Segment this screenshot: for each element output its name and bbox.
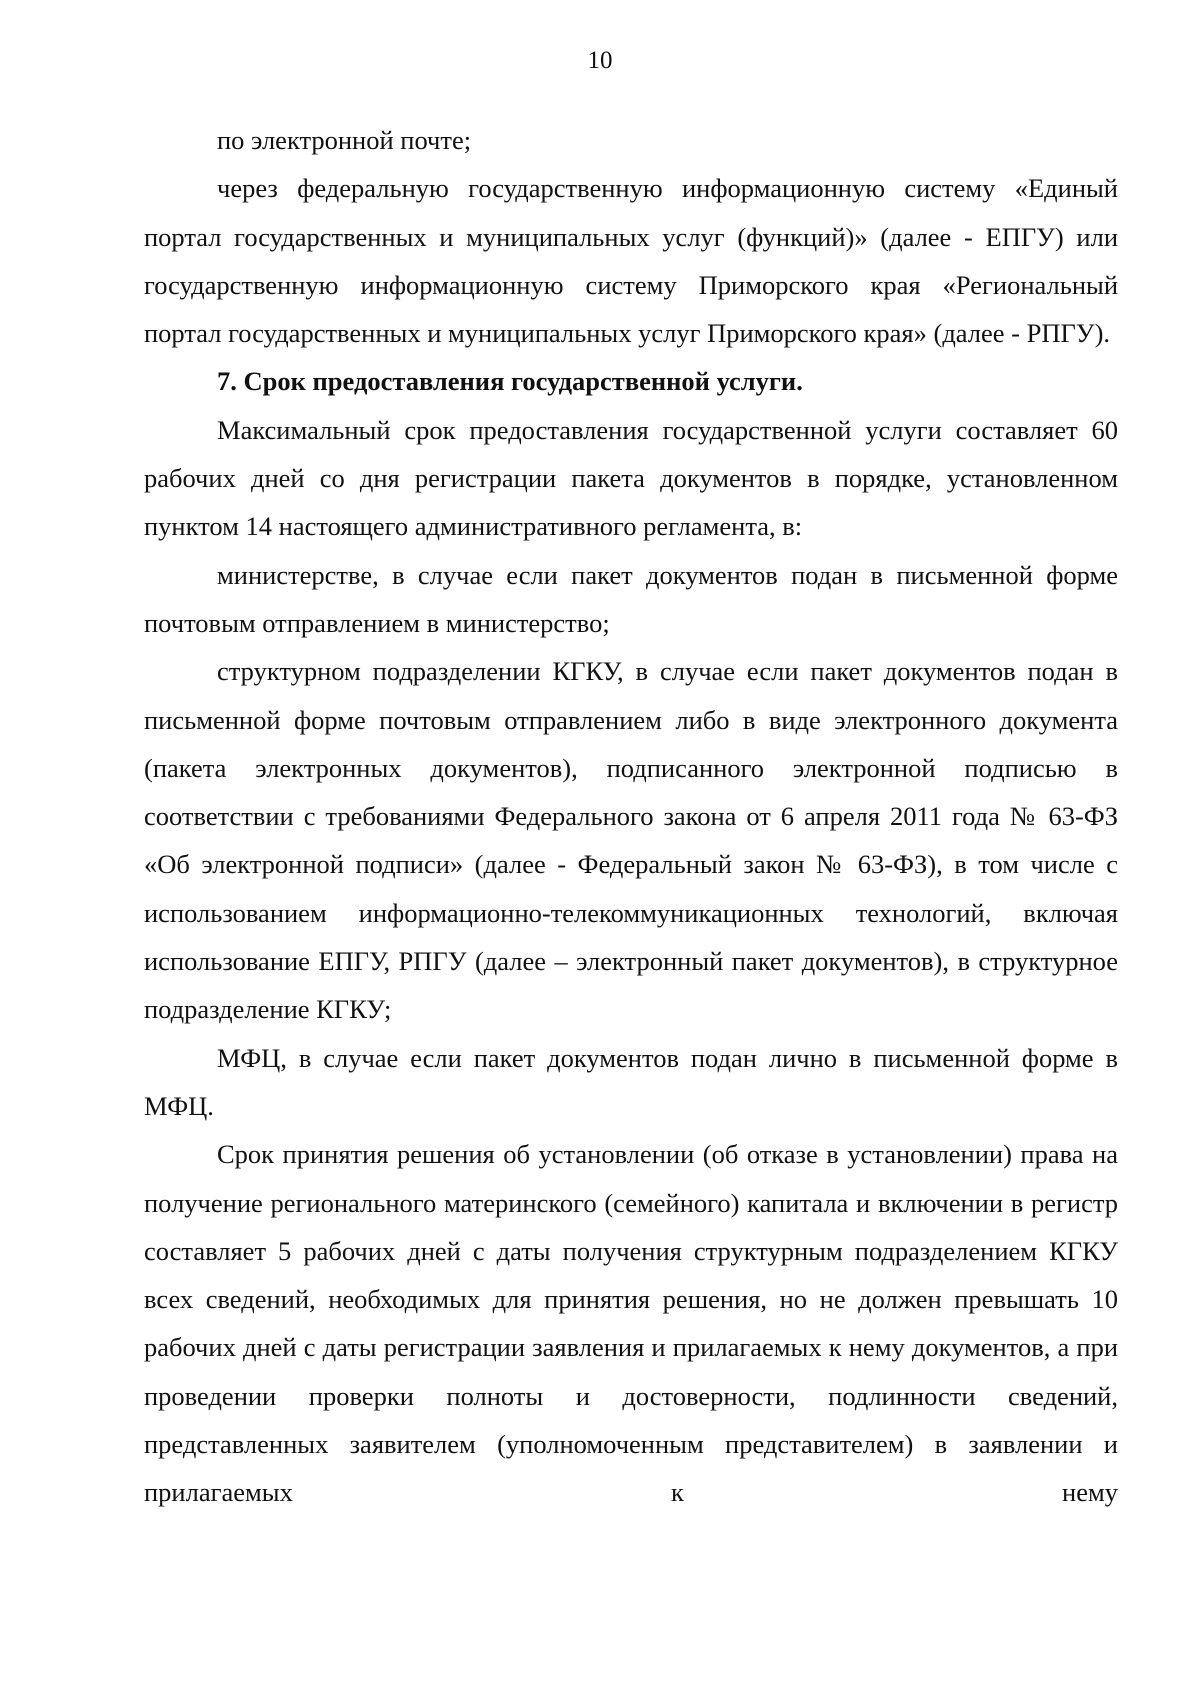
paragraph-ministry: министерстве, в случае если пакет документов подан в письменной форме почтовым отправлением в министерство;	[144, 559, 1118, 638]
paragraph-email: по электронной почте;	[217, 125, 472, 155]
paragraph-mfc: МФЦ, в случае если пакет документов подан лично в письменной форме в МФЦ.	[144, 1042, 1118, 1121]
paragraph-epgu-rpgu: через федеральную государственную информационную систему «Единый портал государственных и муниципальных услуг (функций)» (далее - ЕПГУ) или государственную информационную систему Приморского края «Региональный портал государственных и муниципальных услуг Приморского края» (далее - РПГУ).	[144, 173, 1118, 349]
page-number: 10	[587, 47, 613, 74]
paragraph-max-term: Максимальный срок предоставления государственной услуги составляет 60 рабочих дней со дня регистрации пакета документов в порядке, установленном пунктом 14 настоящего административного регламента, в:	[144, 414, 1118, 542]
paragraph-kgku: структурном подразделении КГКУ, в случае если пакет документов подан в письменной форме почтовым отправлением либо в виде электронного документа (пакета электронных документов), подписанного электронной подписью в соответствии с требованиями Федерального закона от 6 апреля 2011 года № 63-ФЗ «Об электронной подписи» (далее - Федеральный закон № 63-ФЗ), в том числе с использованием информационно-телекоммуникационных технологий, включая использование ЕПГУ, РПГУ (далее – электронный пакет документов), в структурное подразделение КГКУ;	[144, 656, 1118, 1025]
document-body	[144, 116, 1118, 1517]
paragraph-decision-term: Срок принятия решения об установлении (об отказе в установлении) права на получение регионального материнского (семейного) капитала и включении в регистр составляет 5 рабочих дней с даты получения структурным подразделением КГКУ всех сведений, необходимых для принятия решения, но не должен превышать 10 рабочих дней с даты регистрации заявления и прилагаемых к нему документов, а при проведении проверки полноты и достоверности, подлинности сведений, представленных заявителем (уполномоченным представителем) в заявлении и прилагаемых к нему	[144, 1139, 1118, 1508]
section-heading-7: 7. Срок предоставления государственной услуги.	[217, 366, 803, 397]
